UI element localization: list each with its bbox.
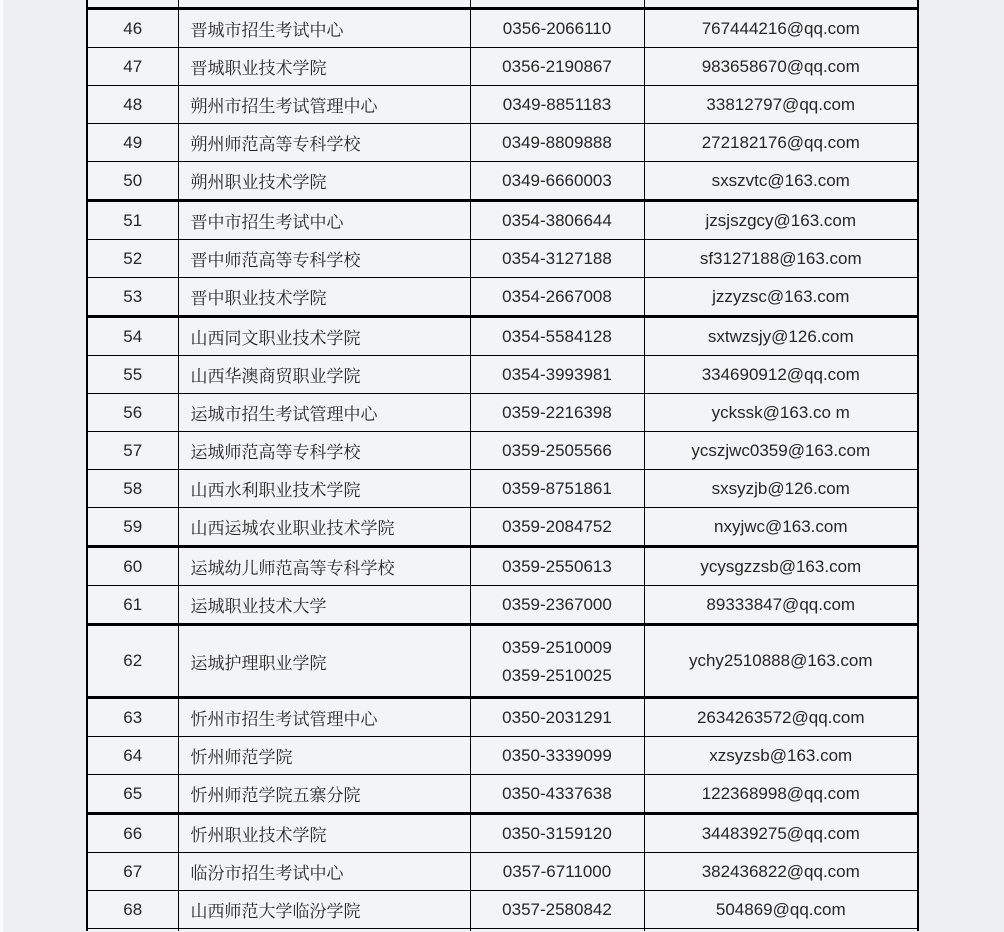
row-number: 68 xyxy=(87,891,178,929)
row-number: 51 xyxy=(87,201,178,240)
phone-number: 0354-5584128 xyxy=(470,317,644,356)
row-number: 62 xyxy=(87,625,178,698)
table-row xyxy=(87,201,918,240)
email-address: ychy2510888@163.com xyxy=(644,625,918,698)
row-number: 59 xyxy=(87,508,178,547)
phone-number: 0349-6660003 xyxy=(470,162,644,201)
phone-number: 0359-2505566 xyxy=(470,432,644,470)
institution-name: 忻州师范学院五寨分院 xyxy=(178,775,470,814)
row-number: 63 xyxy=(87,698,178,737)
institution-name: 忻州职业技术学院 xyxy=(178,814,470,853)
email-address: 767444216@qq.com xyxy=(644,9,918,48)
row-number: 67 xyxy=(87,853,178,891)
institution-name: 朔州师范高等专科学校 xyxy=(178,124,470,162)
email-address: 382436822@qq.com xyxy=(644,853,918,891)
institution-name: 山西运城农业职业技术学院 xyxy=(178,508,470,547)
phone-number: 0354-3993981 xyxy=(470,356,644,394)
table-row xyxy=(87,9,918,48)
row-number: 55 xyxy=(87,356,178,394)
institution-name: 运城幼儿师范高等专科学校 xyxy=(178,547,470,586)
cropped-cell xyxy=(87,0,178,9)
cropped-cell xyxy=(178,0,470,9)
email-address: sf3127188@163.com xyxy=(644,240,918,278)
table-row xyxy=(87,775,918,814)
institution-name: 晋城职业技术学院 xyxy=(178,48,470,86)
email-address: ycysgzzsb@163.com xyxy=(644,547,918,586)
institution-name: 山西华澳商贸职业学院 xyxy=(178,356,470,394)
institution-name: 晋中师范高等专科学校 xyxy=(178,240,470,278)
table-row xyxy=(87,394,918,432)
row-number: 53 xyxy=(87,278,178,317)
email-address: nxyjwc@163.com xyxy=(644,508,918,547)
table-row xyxy=(87,814,918,853)
cropped-cell xyxy=(644,0,918,9)
email-address: sxsyzjb@126.com xyxy=(644,470,918,508)
row-number: 56 xyxy=(87,394,178,432)
cropped-cell xyxy=(470,929,644,932)
email-address: yckssk@163.co m xyxy=(644,394,918,432)
table-row xyxy=(87,625,918,698)
institution-name: 山西同文职业技术学院 xyxy=(178,317,470,356)
institution-name: 运城职业技术大学 xyxy=(178,586,470,625)
row-number: 49 xyxy=(87,124,178,162)
row-number: 47 xyxy=(87,48,178,86)
table-row xyxy=(87,737,918,775)
email-address: 2634263572@qq.com xyxy=(644,698,918,737)
row-number: 64 xyxy=(87,737,178,775)
institution-name: 山西师范大学临汾学院 xyxy=(178,891,470,929)
email-address: jzsjszgcy@163.com xyxy=(644,201,918,240)
row-number: 58 xyxy=(87,470,178,508)
email-address: ycszjwc0359@163.com xyxy=(644,432,918,470)
phone-number: 0350-3339099 xyxy=(470,737,644,775)
phone-number: 0359-2367000 xyxy=(470,586,644,625)
phone-number: 0359-2216398 xyxy=(470,394,644,432)
institution-name: 晋中市招生考试中心 xyxy=(178,201,470,240)
institution-name: 忻州师范学院 xyxy=(178,737,470,775)
institution-name: 晋中职业技术学院 xyxy=(178,278,470,317)
cropped-cell xyxy=(470,0,644,9)
phone-number: 0357-6711000 xyxy=(470,853,644,891)
institution-name: 晋城市招生考试中心 xyxy=(178,9,470,48)
email-address: sxtwzsjy@126.com xyxy=(644,317,918,356)
table-row xyxy=(87,240,918,278)
phone-number-line: 0359-2510009 xyxy=(502,637,612,657)
phone-number xyxy=(470,625,644,698)
table-row xyxy=(87,508,918,547)
cropped-row-bottom xyxy=(87,929,918,932)
phone-number: 0359-2084752 xyxy=(470,508,644,547)
cropped-cell xyxy=(644,929,918,932)
table-row xyxy=(87,162,918,201)
phone-number: 0356-2066110 xyxy=(470,9,644,48)
institution-name: 运城护理职业学院 xyxy=(178,625,470,698)
cropped-row-top xyxy=(87,0,918,9)
table-row xyxy=(87,470,918,508)
cropped-cell xyxy=(178,929,470,932)
row-number: 48 xyxy=(87,86,178,124)
institution-name: 运城师范高等专科学校 xyxy=(178,432,470,470)
table-row xyxy=(87,356,918,394)
phone-number: 0354-3806644 xyxy=(470,201,644,240)
email-address: 334690912@qq.com xyxy=(644,356,918,394)
row-number: 57 xyxy=(87,432,178,470)
phone-number: 0357-2580842 xyxy=(470,891,644,929)
institution-name: 忻州市招生考试管理中心 xyxy=(178,698,470,737)
email-address: sxszvtc@163.com xyxy=(644,162,918,201)
email-address: 122368998@qq.com xyxy=(644,775,918,814)
table-row xyxy=(87,124,918,162)
row-number: 65 xyxy=(87,775,178,814)
institution-name: 朔州职业技术学院 xyxy=(178,162,470,201)
page-left-edge xyxy=(0,0,3,932)
phone-number: 0354-3127188 xyxy=(470,240,644,278)
row-number: 61 xyxy=(87,586,178,625)
table-row xyxy=(87,48,918,86)
phone-number: 0359-2550613 xyxy=(470,547,644,586)
contact-table xyxy=(86,0,919,931)
row-number: 50 xyxy=(87,162,178,201)
institution-name: 运城市招生考试管理中心 xyxy=(178,394,470,432)
table-row xyxy=(87,891,918,929)
email-address: jzzyzsc@163.com xyxy=(644,278,918,317)
phone-number: 0356-2190867 xyxy=(470,48,644,86)
table-row xyxy=(87,432,918,470)
table-body xyxy=(87,0,918,931)
email-address: 983658670@qq.com xyxy=(644,48,918,86)
institution-name: 临汾市招生考试中心 xyxy=(178,853,470,891)
table-row xyxy=(87,586,918,625)
phone-number-line: 0359-2510025 xyxy=(502,665,612,685)
phone-number: 0350-3159120 xyxy=(470,814,644,853)
table-row xyxy=(87,853,918,891)
phone-number: 0354-2667008 xyxy=(470,278,644,317)
email-address: 272182176@qq.com xyxy=(644,124,918,162)
row-number: 60 xyxy=(87,547,178,586)
institution-name: 朔州市招生考试管理中心 xyxy=(178,86,470,124)
row-number: 46 xyxy=(87,9,178,48)
phone-number: 0350-2031291 xyxy=(470,698,644,737)
email-address: 89333847@qq.com xyxy=(644,586,918,625)
table-row xyxy=(87,278,918,317)
table-row xyxy=(87,547,918,586)
phone-number: 0359-8751861 xyxy=(470,470,644,508)
email-address: 33812797@qq.com xyxy=(644,86,918,124)
table-row xyxy=(87,86,918,124)
email-address: xzsyzsb@163.com xyxy=(644,737,918,775)
row-number: 54 xyxy=(87,317,178,356)
phone-number: 0349-8851183 xyxy=(470,86,644,124)
table-row xyxy=(87,317,918,356)
phone-number: 0349-8809888 xyxy=(470,124,644,162)
table-row xyxy=(87,698,918,737)
cropped-cell xyxy=(87,929,178,932)
row-number: 52 xyxy=(87,240,178,278)
email-address: 344839275@qq.com xyxy=(644,814,918,853)
row-number: 66 xyxy=(87,814,178,853)
email-address: 504869@qq.com xyxy=(644,891,918,929)
institution-name: 山西水利职业技术学院 xyxy=(178,470,470,508)
phone-number: 0350-4337638 xyxy=(470,775,644,814)
